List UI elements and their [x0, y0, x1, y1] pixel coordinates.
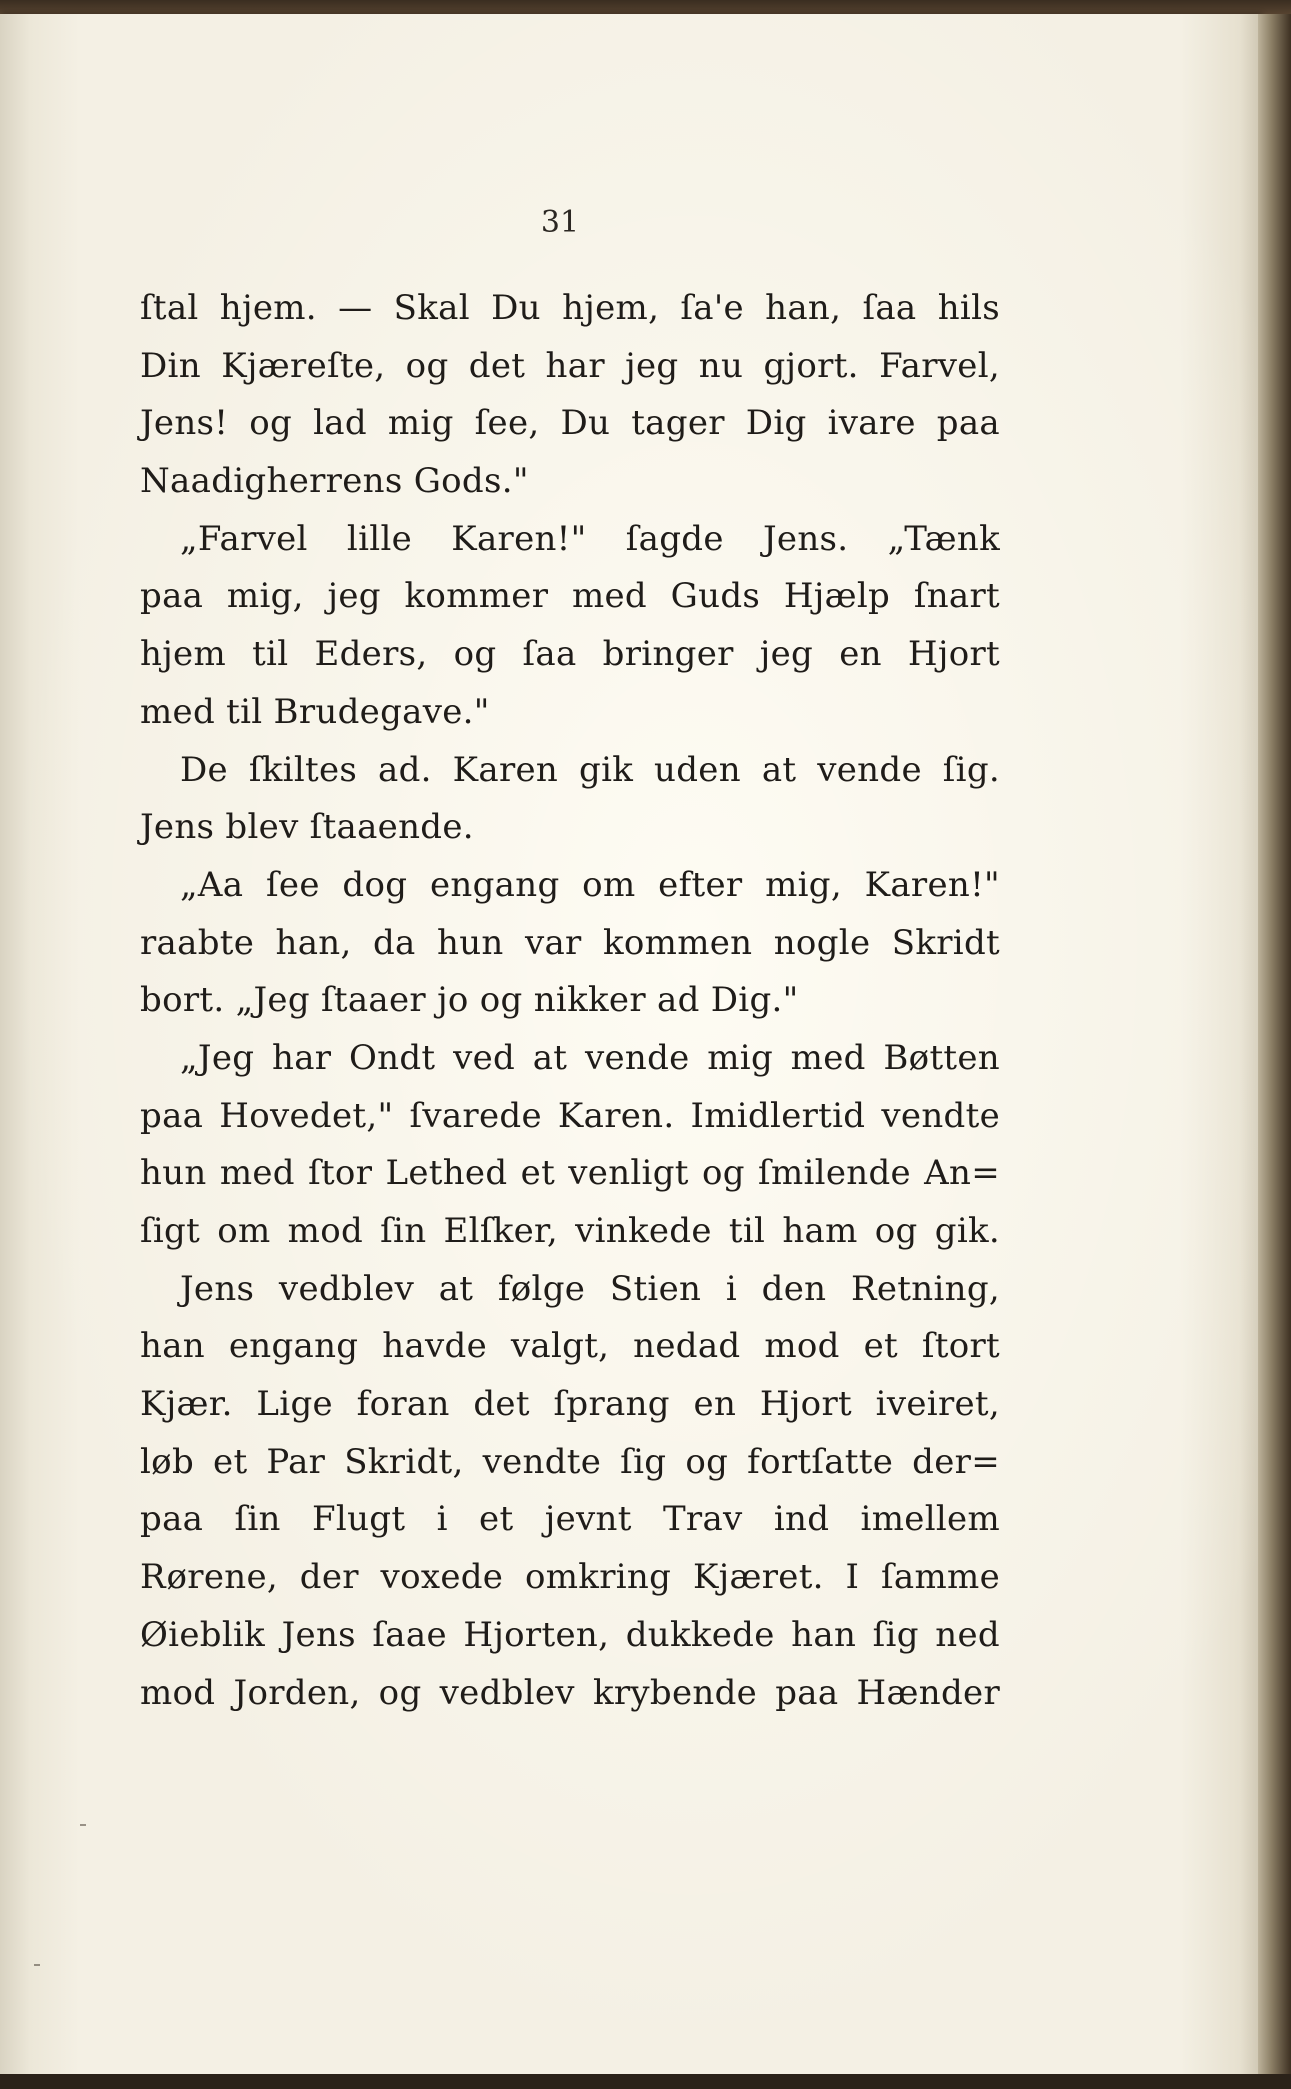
text-line: paa mig, jeg kommer med Guds Hjælp ſnart [140, 576, 1000, 617]
text-line: De ſkiltes ad. Karen gik uden at vende ſig. [180, 749, 1000, 790]
text-line: Jens blev ſtaaende. [140, 807, 474, 848]
text-line: Kjær. Lige foran det ſprang en Hjort iveiret, [140, 1384, 1000, 1425]
text-line: ſigt om mod ſin Elſker, vinkede til ham og gik. [140, 1211, 1000, 1251]
bottom-page-edge [0, 2074, 1291, 2089]
text-line: Jens vedblev at følge Stien i den Retning, [180, 1268, 1000, 1309]
text-line: raabte han, da hun var kommen nogle Skridt [140, 922, 1000, 963]
text-line: „Aa ſee dog engang om efter mig, Karen!" [180, 864, 1000, 905]
text-line: løb et Par Skridt, vendte ſig og fortſatte der= [140, 1441, 1000, 1482]
text-line: med til Brudegave." [140, 691, 490, 732]
text-line: „Farvel lille Karen!" ſagde Jens. „Tænk [180, 518, 1000, 559]
text-line: Rørene, der voxede omkring Kjæret. I ſamme [140, 1557, 1000, 1598]
page-number: 31 [540, 205, 580, 240]
text-line: ſtal hjem. — Skal Du hjem, ſa'e han, ſaa hils [140, 288, 1000, 328]
text-line: bort. „Jeg ſtaaer jo og nikker ad Dig." [140, 980, 799, 1021]
text-line: Din Kjæreſte, og det har jeg nu gjort. Farvel, [140, 345, 1000, 386]
text-line: paa ſin Flugt i et jevnt Trav ind imellem [140, 1499, 1000, 1540]
text-line: mod Jorden, og vedblev krybende paa Hænder [140, 1672, 1000, 1713]
text-line: Øieblik Jens ſaae Hjorten, dukkede han ſig ned [140, 1614, 1000, 1655]
text-line: Naadigherrens Gods." [140, 461, 529, 502]
text-line: paa Hovedet," ſvarede Karen. Imidlertid vendte [140, 1095, 1000, 1136]
text-line: hun med ſtor Lethed et venligt og ſmilende An= [140, 1153, 1000, 1194]
text-line: „Jeg har Ondt ved at vende mig med Bøtten [180, 1037, 1000, 1078]
text-line: han engang havde valgt, nedad mod et ſtort [140, 1326, 1000, 1367]
right-page-edge [1258, 14, 1291, 2089]
ink-speck [34, 1964, 40, 1966]
ink-speck [80, 1824, 86, 1826]
text-line: hjem til Eders, og ſaa bringer jeg en Hjort [140, 634, 1000, 675]
text-line: Jens! og lad mig ſee, Du tager Dig ivare paa [140, 403, 1000, 444]
body-text [140, 280, 1000, 1722]
